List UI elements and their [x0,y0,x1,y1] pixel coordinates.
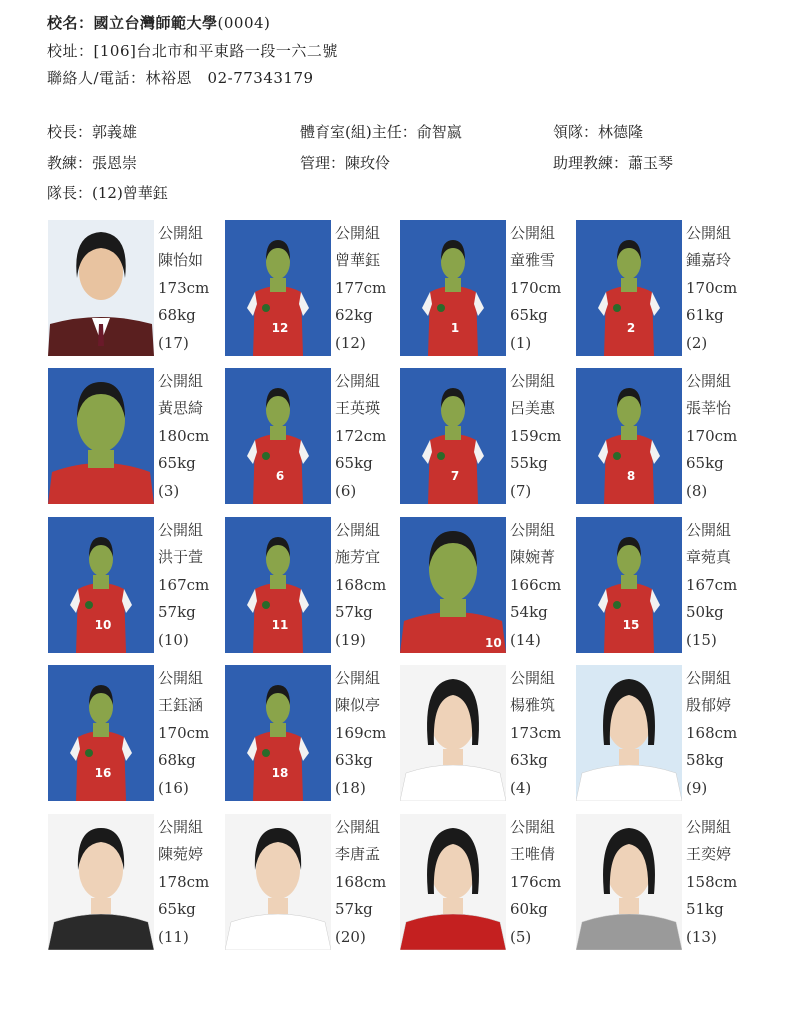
svg-text:15: 15 [622,618,640,632]
player-height: 180cm [158,426,210,445]
school-address: 校址：[106]台北市和平東路一段一六二號 [47,42,338,60]
player-info [335,814,397,951]
player-weight: 60kg [510,900,548,919]
player-height: 177cm [335,278,387,297]
player-name: 殷郁婷 [686,696,732,715]
player-weight: 55kg [510,454,548,473]
svg-text:10: 10 [94,618,112,632]
player-name: 黃思綺 [158,399,204,418]
player-card [576,814,746,954]
player-card [400,665,570,805]
player-info [158,814,220,951]
player-name: 陳怡如 [158,251,204,270]
player-group: 公開組 [510,224,556,242]
school-code: (0004) [217,14,271,32]
player-weight: 68kg [158,306,196,325]
player-group: 公開組 [686,669,732,687]
player-card [225,368,395,508]
player-weight: 63kg [510,751,548,770]
player-photo [225,665,331,801]
player-group: 公開組 [335,521,381,539]
player-name: 施芳宜 [335,548,381,567]
player-weight: 65kg [686,454,724,473]
player-name: 楊雅筑 [510,696,556,715]
school-title-line [47,12,270,33]
staff-pe-director: 體育室(組)主任：俞智嬴 [300,123,462,141]
school-name: 國立台灣師範大學 [93,14,218,32]
player-number: (1) [510,333,532,352]
player-photo [400,665,506,801]
player-card [225,814,395,954]
player-name: 陳似亭 [335,696,381,715]
player-weight: 57kg [335,603,373,622]
player-number: (10) [158,630,189,649]
player-photo [48,517,154,653]
player-weight: 62kg [335,306,373,325]
player-name: 章菀真 [686,548,732,567]
player-photo [225,368,331,504]
player-photo [576,517,682,653]
player-number: (13) [686,927,717,946]
player-photo [48,814,154,950]
player-number: (8) [686,481,708,500]
svg-text:12: 12 [271,321,289,335]
player-group: 公開組 [158,669,204,687]
player-info [335,368,397,505]
player-number: (11) [158,927,189,946]
player-photo [48,368,154,504]
player-height: 159cm [510,426,562,445]
svg-text:8: 8 [626,469,636,483]
player-name: 王唯倩 [510,845,556,864]
player-group: 公開組 [335,224,381,242]
player-group: 公開組 [335,818,381,836]
school-label: 校名： [47,14,94,32]
player-card [225,517,395,657]
player-info [510,368,572,505]
player-weight: 65kg [510,306,548,325]
player-card [48,220,218,360]
player-photo [400,517,506,653]
player-info [686,220,748,357]
player-group: 公開組 [686,818,732,836]
player-number: (16) [158,778,189,797]
player-height: 169cm [335,723,387,742]
player-weight: 50kg [686,603,724,622]
player-info [686,368,748,505]
player-weight: 61kg [686,306,724,325]
staff-captain: 隊長：(12)曾華鈺 [47,184,168,202]
player-group: 公開組 [510,521,556,539]
player-name: 曾華鈺 [335,251,381,270]
player-info [335,665,397,802]
player-info [510,814,572,951]
player-name: 呂美惠 [510,399,556,418]
player-weight: 51kg [686,900,724,919]
player-photo [225,517,331,653]
svg-text:7: 7 [450,469,460,483]
player-info [510,665,572,802]
player-photo [576,368,682,504]
player-weight: 54kg [510,603,548,622]
player-number: (5) [510,927,532,946]
player-group: 公開組 [686,224,732,242]
player-info [686,665,748,802]
player-card [576,665,746,805]
player-card [400,814,570,954]
player-name: 張莘怡 [686,399,732,418]
player-card [576,368,746,508]
player-info [686,517,748,654]
player-height: 170cm [510,278,562,297]
svg-text:6: 6 [275,469,285,483]
player-number: (17) [158,333,189,352]
player-photo [400,368,506,504]
player-group: 公開組 [158,818,204,836]
player-group: 公開組 [510,669,556,687]
player-name: 王奕婷 [686,845,732,864]
player-height: 173cm [510,723,562,742]
svg-text:11: 11 [271,618,289,632]
player-number: (14) [510,630,541,649]
player-group: 公開組 [158,224,204,242]
player-group: 公開組 [510,818,556,836]
player-height: 178cm [158,872,210,891]
svg-text:18: 18 [271,766,289,780]
player-info [686,814,748,951]
player-info [335,517,397,654]
player-number: (19) [335,630,366,649]
player-height: 170cm [686,426,738,445]
player-name: 童雅雪 [510,251,556,270]
player-card [225,220,395,360]
player-number: (9) [686,778,708,797]
player-photo [48,220,154,356]
staff-assistant-coach: 助理教練：蕭玉琴 [553,154,674,172]
player-card [48,368,218,508]
player-photo [400,814,506,950]
player-info [335,220,397,357]
svg-text:2: 2 [626,321,636,335]
player-group: 公開組 [158,521,204,539]
player-number: (7) [510,481,532,500]
player-number: (2) [686,333,708,352]
player-card [48,517,218,657]
player-info [510,220,572,357]
player-info [158,220,220,357]
player-card [400,220,570,360]
school-contact: 聯絡人/電話：林裕恩 02-77343179 [47,69,314,87]
player-card [225,665,395,805]
player-photo [576,665,682,801]
player-height: 170cm [686,278,738,297]
player-name: 李唐孟 [335,845,381,864]
player-weight: 57kg [158,603,196,622]
player-name: 洪于萱 [158,548,204,567]
player-weight: 65kg [158,900,196,919]
player-height: 176cm [510,872,562,891]
player-info [158,665,220,802]
player-group: 公開組 [335,669,381,687]
player-height: 173cm [158,278,210,297]
player-info [510,517,572,654]
player-photo [225,814,331,950]
player-weight: 63kg [335,751,373,770]
player-card [576,220,746,360]
player-card [48,665,218,805]
player-weight: 68kg [158,751,196,770]
svg-text:10: 10 [485,636,502,650]
player-info [158,517,220,654]
staff-leader: 領隊：林德隆 [553,123,644,141]
player-height: 166cm [510,575,562,594]
player-number: (4) [510,778,532,797]
staff-principal: 校長：郭義雄 [47,123,138,141]
svg-text:16: 16 [94,766,112,780]
player-number: (15) [686,630,717,649]
player-height: 167cm [686,575,738,594]
player-weight: 58kg [686,751,724,770]
player-group: 公開組 [510,372,556,390]
player-group: 公開組 [335,372,381,390]
player-photo [400,220,506,356]
player-number: (18) [335,778,366,797]
player-photo [576,814,682,950]
player-height: 168cm [335,872,387,891]
player-card [400,517,570,657]
player-height: 172cm [335,426,387,445]
player-height: 168cm [686,723,738,742]
svg-text:1: 1 [450,321,460,335]
player-number: (20) [335,927,366,946]
player-number: (6) [335,481,357,500]
player-name: 王英瑛 [335,399,381,418]
player-name: 王鈺涵 [158,696,204,715]
player-height: 167cm [158,575,210,594]
player-info [158,368,220,505]
staff-manager: 管理：陳玫伶 [300,154,391,172]
player-card [48,814,218,954]
player-card [576,517,746,657]
player-photo [576,220,682,356]
player-group: 公開組 [686,521,732,539]
player-name: 陳菀婷 [158,845,204,864]
player-group: 公開組 [158,372,204,390]
player-name: 鍾嘉玲 [686,251,732,270]
player-photo [225,220,331,356]
player-name: 陳婉菁 [510,548,556,567]
player-weight: 65kg [158,454,196,473]
player-group: 公開組 [686,372,732,390]
player-card [400,368,570,508]
player-photo [48,665,154,801]
player-height: 168cm [335,575,387,594]
staff-coach: 教練：張恩崇 [47,154,138,172]
player-number: (12) [335,333,366,352]
player-weight: 57kg [335,900,373,919]
player-height: 158cm [686,872,738,891]
player-height: 170cm [158,723,210,742]
player-number: (3) [158,481,180,500]
player-weight: 65kg [335,454,373,473]
